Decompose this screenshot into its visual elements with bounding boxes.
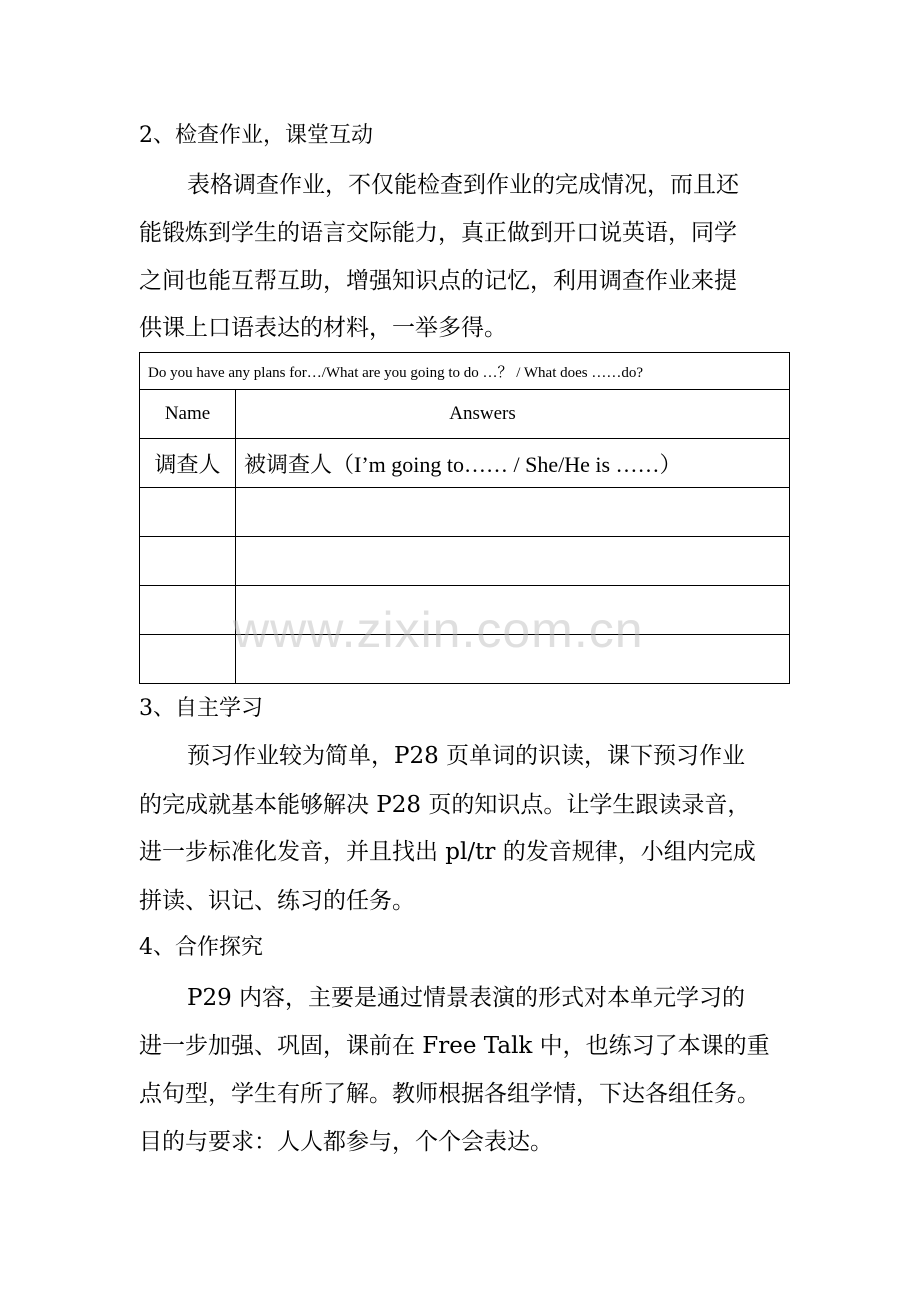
example-answer-cell: 被调查人（I’m going to…… / She/He is ……）	[236, 439, 790, 488]
section-4-paragraph-line: 点句型，学生有所了解。教师根据各组学情，下达各组任务。	[139, 1081, 760, 1107]
table-row	[140, 635, 790, 684]
section-3-paragraph-line: 的完成就基本能够解决 P28 页的知识点。让学生跟读录音，	[139, 792, 751, 818]
table-row	[140, 537, 790, 586]
blank-answer-cell	[236, 586, 790, 635]
blank-answer-cell	[236, 488, 790, 537]
section-3-heading: 3、自主学习	[139, 696, 263, 721]
blank-answer-cell	[236, 635, 790, 684]
blank-answer-cell	[236, 537, 790, 586]
table-row	[140, 488, 790, 537]
table-header-row	[140, 390, 790, 439]
table-row	[140, 439, 790, 488]
section-2-paragraph-line: 能锻炼到学生的语言交际能力，真正做到开口说英语，同学	[139, 220, 737, 246]
blank-name-cell	[140, 537, 236, 586]
section-3-paragraph-line: 进一步标准化发音，并且找出 pl/tr 的发音规律，小组内完成	[139, 839, 756, 865]
watermark: www.zixin.com.cn	[233, 602, 644, 658]
section-4-paragraph-line: 进一步加强、巩固，课前在 Free Talk 中，也练习了本课的重	[139, 1033, 770, 1059]
section-2-heading: 2、检查作业，课堂互动	[139, 123, 373, 148]
header-answers-cell: Answers	[236, 390, 790, 439]
blank-name-cell	[140, 488, 236, 537]
survey-question-cell: Do you have any plans for…/What are you going to do …？ / What does ……do?	[140, 353, 790, 390]
section-3-paragraph-line: 拼读、识记、练习的任务。	[139, 888, 415, 914]
section-2-paragraph-line: 之间也能互帮互助，增强知识点的记忆，利用调查作业来提	[139, 268, 737, 294]
section-2-paragraph-line: 供课上口语表达的材料，一举多得。	[139, 315, 507, 341]
header-name-cell: Name	[140, 390, 236, 439]
blank-name-cell	[140, 586, 236, 635]
section-4-heading: 4、合作探究	[139, 935, 263, 960]
table-question-row	[140, 353, 790, 390]
table-row	[140, 586, 790, 635]
survey-table	[139, 352, 790, 684]
section-3-paragraph-line: 预习作业较为简单，P28 页单词的识读，课下预习作业	[187, 743, 746, 769]
section-2-paragraph-line: 表格调查作业，不仅能检查到作业的完成情况，而且还	[187, 172, 739, 198]
blank-name-cell	[140, 635, 236, 684]
section-4-paragraph-line: 目的与要求：人人都参与，个个会表达。	[139, 1129, 553, 1155]
example-name-cell: 调查人	[140, 439, 236, 488]
section-4-paragraph-line: P29 内容，主要是通过情景表演的形式对本单元学习的	[187, 985, 746, 1011]
